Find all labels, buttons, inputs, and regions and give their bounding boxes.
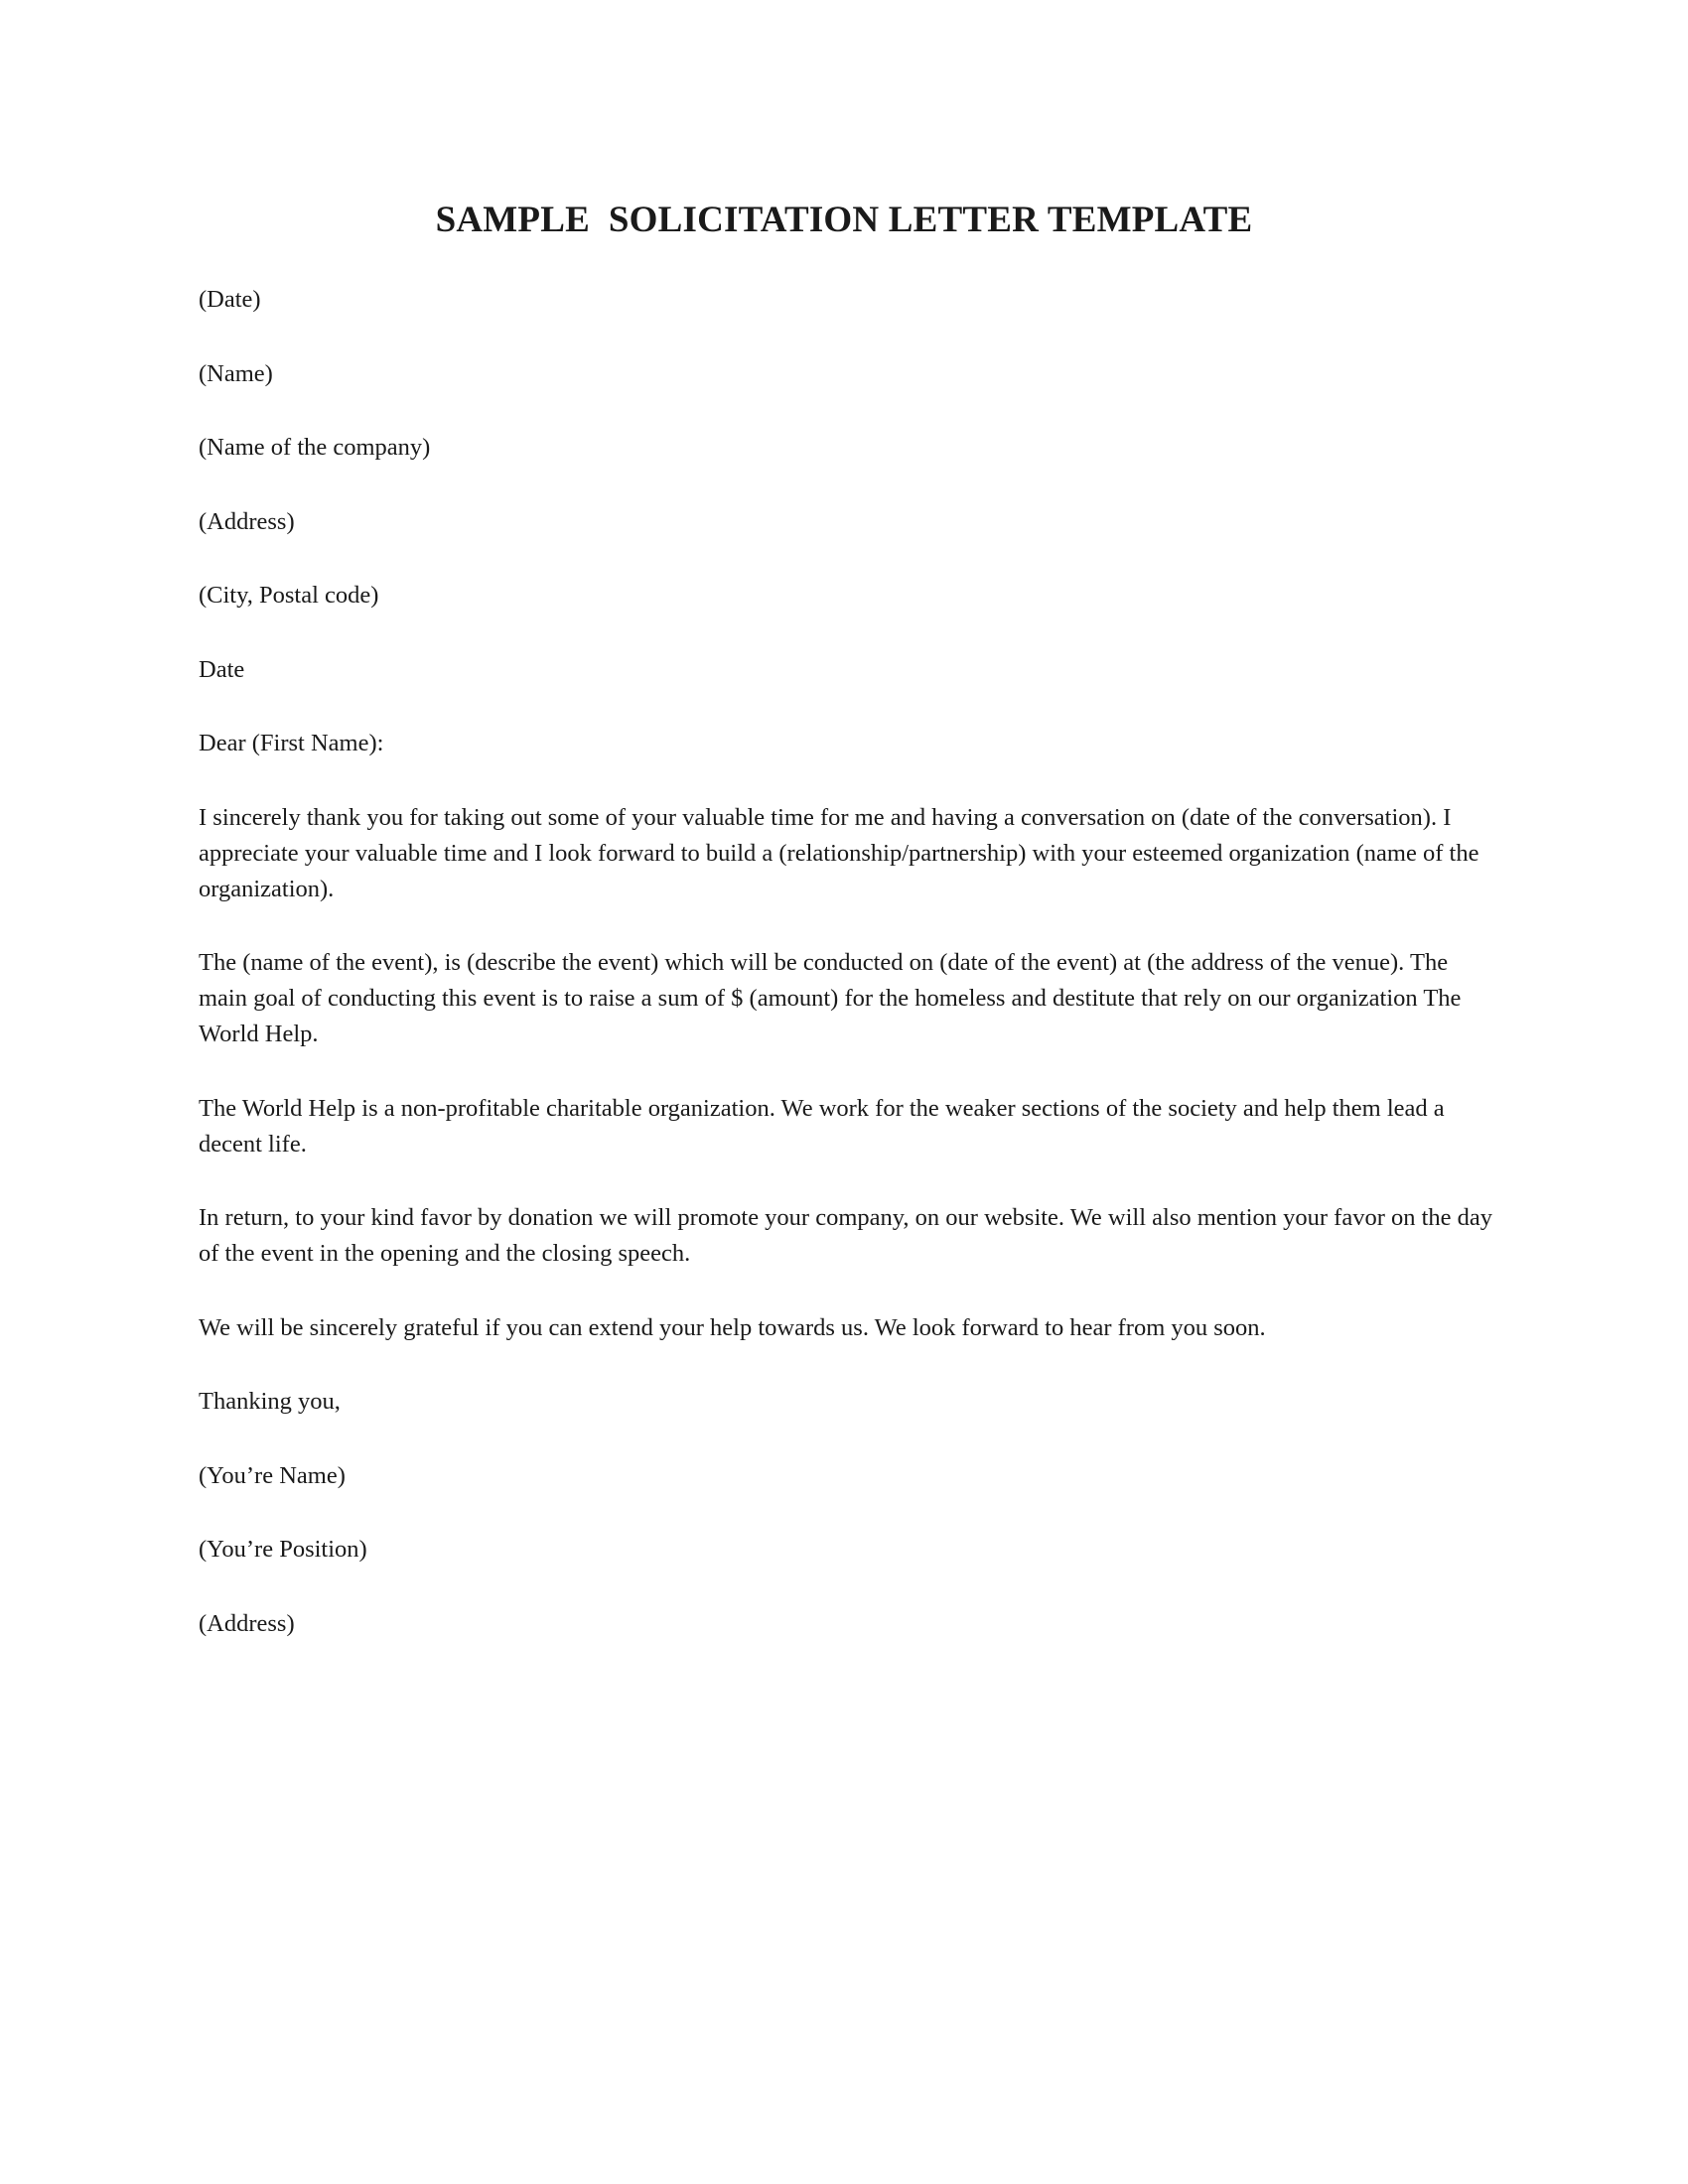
paragraph-organization: The World Help is a non-profitable charitable organization. We work for the weaker sections of the society and help them lead a decent life.	[199, 1094, 1445, 1158]
salutation: Dear (First Name):	[199, 730, 384, 756]
closing: Thanking you,	[199, 1388, 341, 1415]
paragraph-gratitude: We will be sincerely grateful if you can extend your help towards us. We look forward to hear from you soon.	[199, 1313, 1266, 1341]
header-date-placeholder: (Date)	[199, 286, 261, 313]
paragraph-promotion: In return, to your kind favor by donation we will promote your company, on our website. We will also mention your favor on the day of the event in the opening and the closing speech.	[199, 1204, 1493, 1267]
header-company-placeholder: (Name of the company)	[199, 434, 431, 461]
signature-name: (You’re Name)	[199, 1461, 346, 1489]
paragraph-thanks: I sincerely thank you for taking out some of your valuable time for me and having a conversation on (date of the conversation). I appreciate your valuable time and I look forward to build a (relationship/partnership) with your esteemed organization (name of the organization).	[199, 803, 1479, 902]
document-title: SAMPLE SOLICITATION LETTER TEMPLATE	[435, 200, 1253, 240]
header-address-placeholder: (Address)	[199, 507, 295, 535]
header-date-line: Date	[199, 655, 245, 683]
signature-position: (You’re Position)	[199, 1536, 367, 1563]
paragraph-event: The (name of the event), is (describe the event) which will be conducted on (date of the event) at (the address of the venue). The main goal of conducting this event is to raise a sum of $ (amount) for the homeless and destitute that rely on our organization The World Help.	[199, 949, 1462, 1047]
header-name-placeholder: (Name)	[199, 359, 273, 387]
header-city-postal-placeholder: (City, Postal code)	[199, 582, 379, 609]
signature-address: (Address)	[199, 1609, 295, 1637]
letter-body	[199, 282, 1499, 1680]
